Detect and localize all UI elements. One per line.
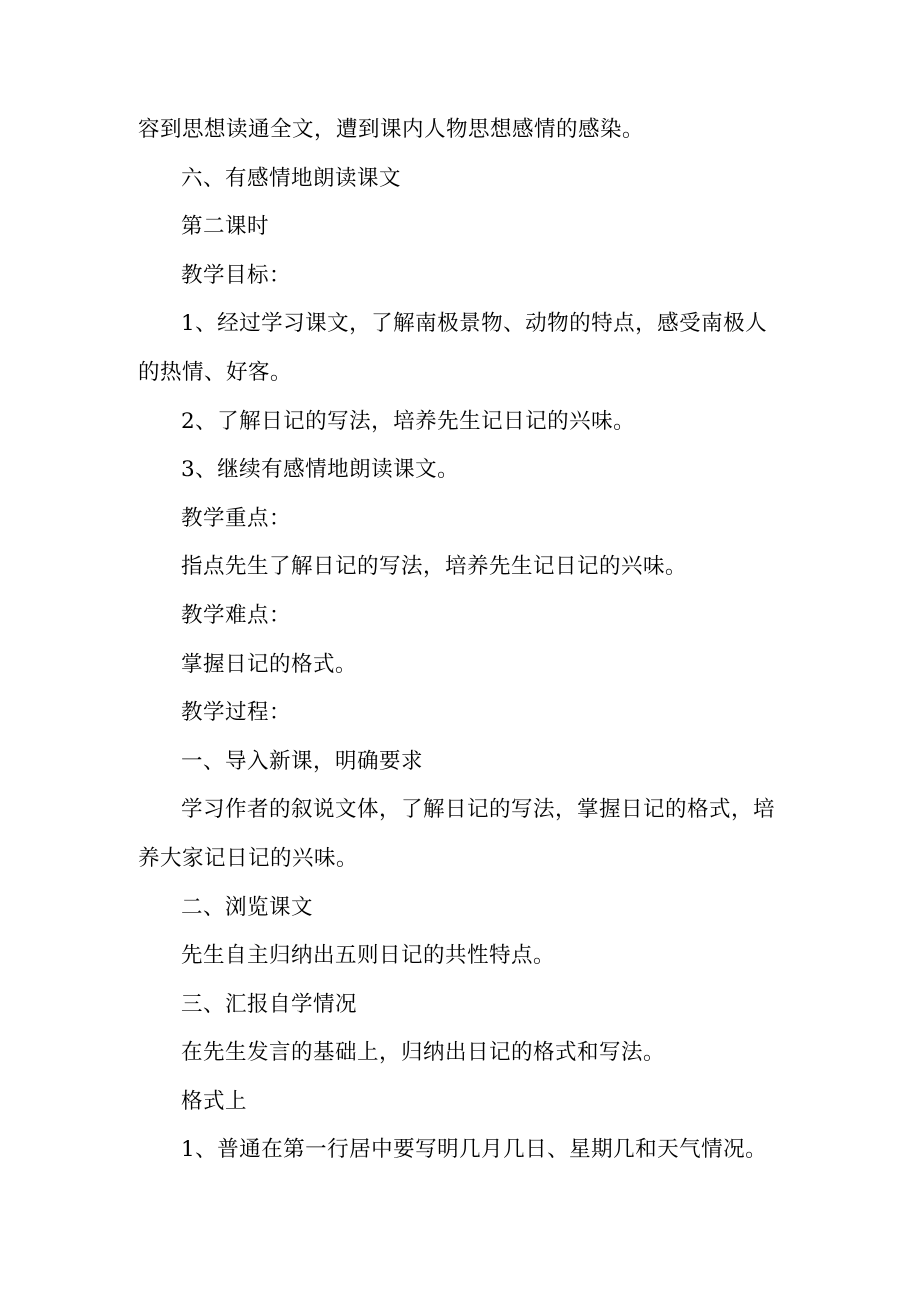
paragraph-5: 1、经过学习课文，了解南极景物、动物的特点，感受南极人的热情、好客。 <box>138 311 768 385</box>
paragraph-14: 学习作者的叙说文体，了解日记的写法，掌握日记的格式，培养大家记日记的兴味。 <box>138 797 776 871</box>
paragraph-8: 教学重点： <box>181 505 292 531</box>
paragraph-17: 三、汇报自学情况 <box>181 991 358 1017</box>
paragraph-7: 3、继续有感情地朗读课文。 <box>181 457 460 483</box>
paragraph-18: 在先生发言的基础上，归纳出日记的格式和写法。 <box>181 1040 666 1066</box>
paragraph-11: 掌握日记的格式。 <box>181 651 358 677</box>
paragraph-16: 先生自主归纳出五则日记的共性特点。 <box>181 943 556 969</box>
paragraph-3: 第二课时 <box>181 214 270 240</box>
paragraph-19: 格式上 <box>181 1088 248 1114</box>
paragraph-13: 一、导入新课，明确要求 <box>181 748 424 774</box>
document-body <box>138 106 788 1175</box>
paragraph-2: 六、有感情地朗读课文 <box>181 165 402 191</box>
paragraph-9: 指点先生了解日记的写法，培养先生记日记的兴味。 <box>181 554 688 580</box>
paragraph-4: 教学目标： <box>181 262 292 288</box>
paragraph-10: 教学难点： <box>181 602 292 628</box>
paragraph-1: 容到思想读通全文，遭到课内人物思想感情的感染。 <box>138 117 645 142</box>
paragraph-20: 1、普通在第一行居中要写明几月几日、星期几和天气情况。 <box>181 1137 768 1163</box>
paragraph-6: 2、了解日记的写法，培养先生记日记的兴味。 <box>181 408 636 434</box>
paragraph-12: 教学过程： <box>181 700 292 726</box>
paragraph-15: 二、浏览课文 <box>181 894 314 920</box>
